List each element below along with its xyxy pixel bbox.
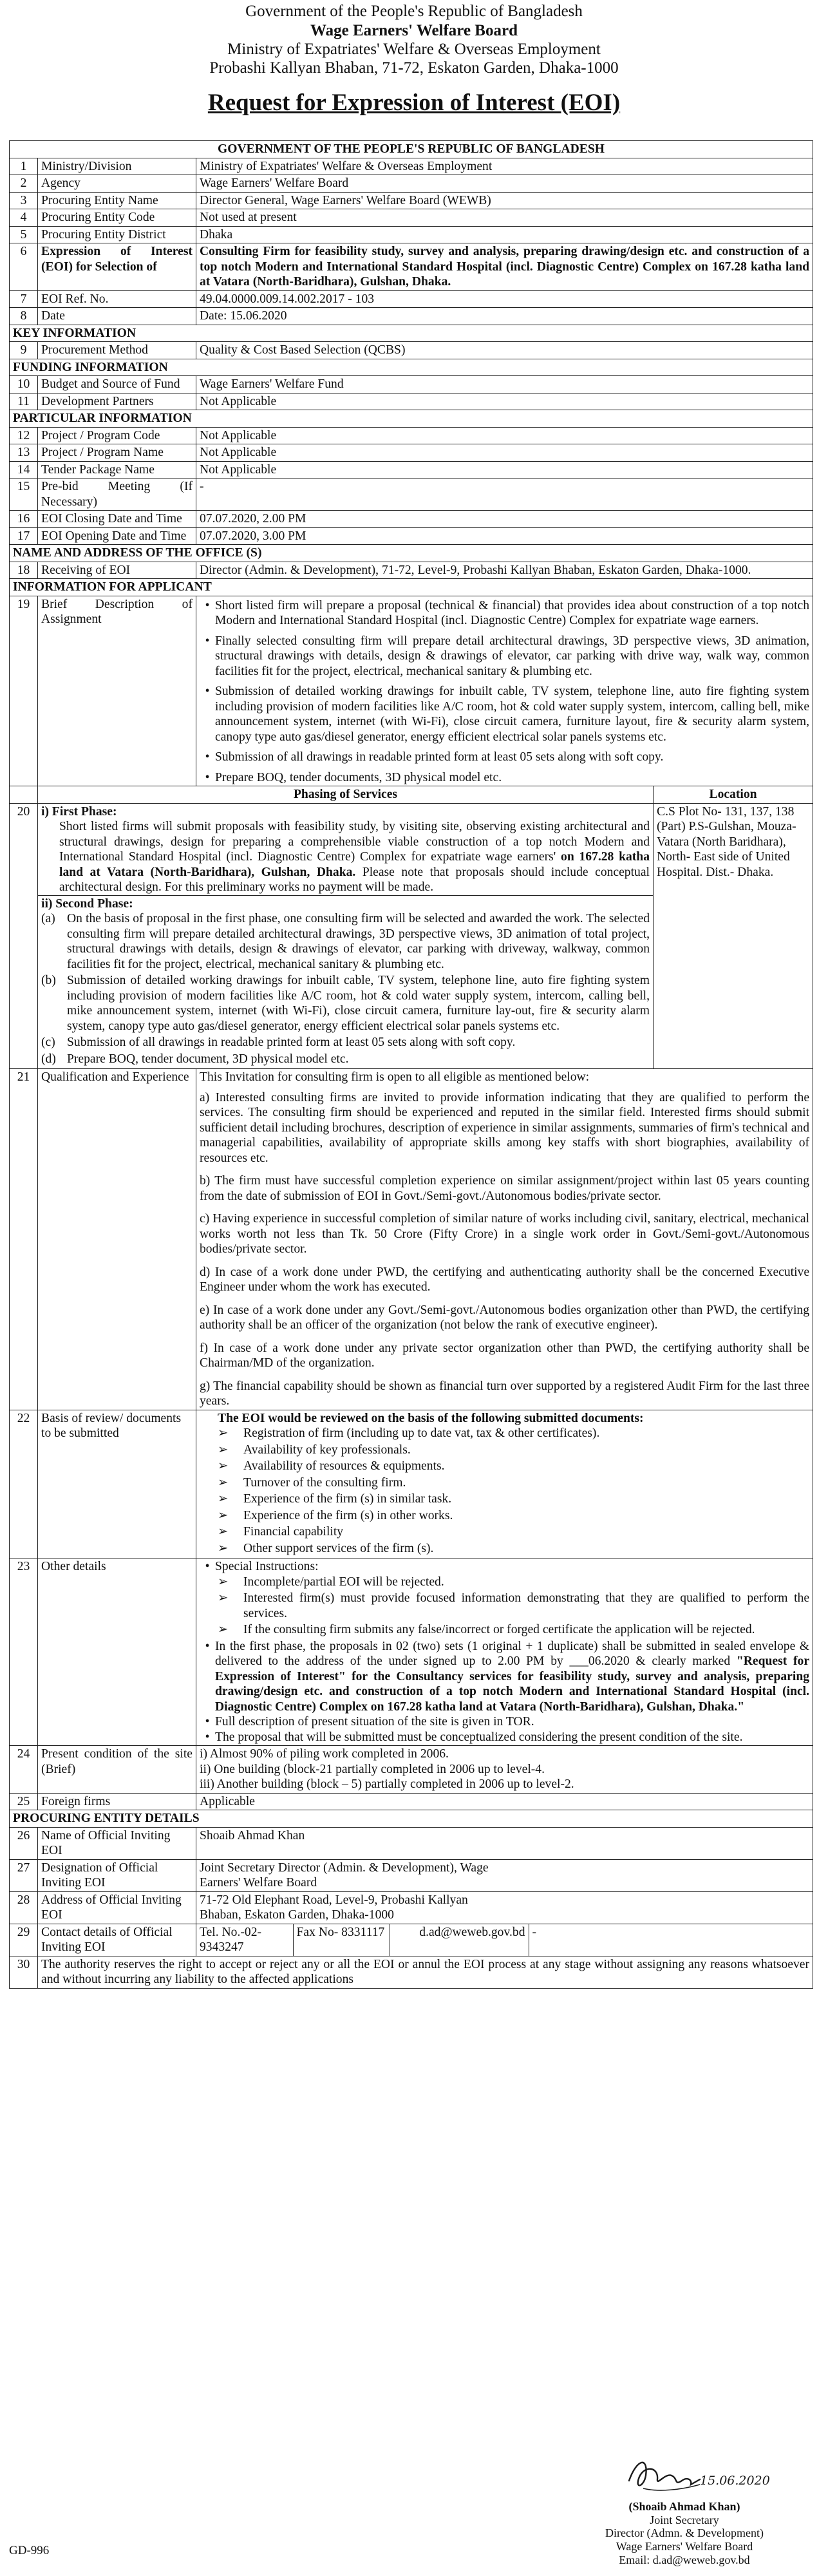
list-item: • In the first phase, the proposals in 02 (two) sets (1 original + 1 duplicate) shall be submitted in sealed envelope & delivered to the address of the under signed up to 2.00 PM by ___06.2020 & clearly marked "Request for Expression of Interest" for the Consultancy services for feasibility study, survey and analysis, preparing drawing/design etc. and construction of a top notch Modern and International Standard Hospital (incl. Diagnostic Centre) Complex on 167.28 katha land at Vatara (North-Baridhara), Gulshan, Dhaka." <box>200 1639 809 1715</box>
row-value: Director General, Wage Earners' Welfare Board (WEWB) <box>196 192 813 209</box>
qualification-item: c) Having experience in successful completion of similar nature of works including civil, sanitary, electrical, mechanical works worth not less than Tk. 50 Crore (Fifty Crore) in a single work order in Govt./Semi-govt./Autonomous bodies/private sector. <box>200 1212 810 1256</box>
signatory-email: Email: d.ad@weweb.gov.bd <box>619 2553 750 2566</box>
section-row <box>10 1810 813 1828</box>
site-condition <box>196 1746 813 1794</box>
table-row <box>10 158 813 175</box>
phasing-content <box>38 803 654 1069</box>
row-number: 4 <box>10 209 38 227</box>
row-label: Expression of Interest (EOI) for Selection of <box>38 243 196 291</box>
table-row <box>10 1891 813 1924</box>
table-row <box>10 308 813 325</box>
section-row <box>10 410 813 428</box>
list-item: ➢ Registration of firm (including up to date vat, tax & other certificates). <box>218 1426 600 1440</box>
list-item: ➢ Turnover of the consulting firm. <box>218 1475 406 1490</box>
table-row <box>10 461 813 478</box>
row-number: 2 <box>10 175 38 193</box>
arrow-icon: ➢ <box>218 1541 229 1555</box>
eoi-subject: Consulting Firm for feasibility study, survey and analysis, preparing drawing/design etc. and construction of a top notch Modern and International Standard Hospital (incl. Diagnostic Centre) Complex on 167.28 katha land at Vatara (North-Baridhara), Gulshan, Dhaka. <box>196 243 813 291</box>
section-row <box>10 325 813 342</box>
row-label: Tender Package Name <box>38 461 196 478</box>
office-address: Probashi Kallyan Bhaban, 71-72, Eskaton Garden, Dhaka-1000 <box>209 59 619 77</box>
row-number: 23 <box>10 1558 38 1746</box>
row-label: Pre-bid Meeting (If Necessary) <box>38 478 196 511</box>
row-label: Agency <box>38 175 196 193</box>
row-label: Project / Program Name <box>38 444 196 462</box>
eoi-closing-date: 07.07.2020, 2.00 PM <box>196 511 813 528</box>
arrow-icon: ➢ <box>218 1459 229 1473</box>
row-number: 24 <box>10 1746 38 1794</box>
arrow-icon: ➢ <box>218 1623 229 1636</box>
table-row <box>10 1793 813 1810</box>
list-item: • Full description of present situation of the site is given in TOR. <box>200 1714 809 1730</box>
row-number: 5 <box>10 226 38 243</box>
row-label: Basis of review/ documents to be submitted <box>38 1410 196 1558</box>
row-number: 25 <box>10 1793 38 1810</box>
section-information-for-applicant: INFORMATION FOR APPLICANT <box>10 579 813 596</box>
bullet-icon: • <box>205 750 210 764</box>
row-label: Foreign firms <box>38 1793 196 1810</box>
row-label: Contact details of Official Inviting EOI <box>38 1924 196 1956</box>
table-heading-row <box>10 141 813 158</box>
row-number: 21 <box>10 1069 38 1410</box>
row-label: Brief Description of Assignment <box>38 596 196 786</box>
row-number: 7 <box>10 290 38 308</box>
row-label: Receiving of EOI <box>38 562 196 579</box>
bullet-icon: • <box>205 685 210 698</box>
qualification-item: f) In case of a work done under any private sector organization other than PWD, the certifying authority shall be Chairman/MD of the organization. <box>200 1341 810 1370</box>
contact-extra: - <box>532 1925 537 1939</box>
authority-disclaimer: The authority reserves the right to accept or reject any or all the EOI or annul the EOI process at any stage without assigning any reasons whatsoever and without incurring any liability to the affected applications <box>38 1956 813 1988</box>
assignment-description <box>196 596 813 786</box>
bullet-icon: • <box>205 770 210 784</box>
list-item: ➢ Incomplete/partial EOI will be rejected. <box>218 1575 444 1589</box>
bullet-icon: • <box>205 1715 210 1728</box>
list-item: • Submission of detailed working drawings for inbuilt cable, TV system, telephone line, auto fire fighting system including provision of modern facilities like A/C room, hot & cold water supply system, intercom, calling bell, mike announcement system, internet (with Wi-Fi), close circuit camera, furniture layout, fire & security alarm system, canopy type auto gas/diesel generator, energy efficient electrical solar panels systems etc. <box>200 684 809 744</box>
signature-icon <box>620 2447 770 2500</box>
board-name: Wage Earners' Welfare Board <box>310 22 518 39</box>
list-item: ➢ Other support services of the firm (s). <box>218 1541 434 1555</box>
contact-fax: Fax No- 8331117 <box>293 1924 390 1956</box>
table-row <box>10 290 813 308</box>
phasing-header: Phasing of Services <box>38 786 654 804</box>
row-label: Qualification and Experience <box>38 1069 196 1410</box>
table-row <box>10 527 813 545</box>
row-value: Applicable <box>196 1793 813 1810</box>
signatory-name: (Shoaib Ahmad Khan) <box>628 2500 740 2513</box>
official-designation: Joint Secretary Director (Admin. & Development), Wage Earners' Welfare Board <box>196 1859 813 1891</box>
table-row <box>10 376 813 393</box>
row-value: Dhaka <box>196 226 813 243</box>
row-label: Budget and Source of Fund <box>38 376 196 393</box>
arrow-icon: ➢ <box>218 1475 229 1490</box>
bullet-icon: • <box>205 1730 210 1744</box>
row-value: Not Applicable <box>196 461 813 478</box>
first-phase-text: Short listed firms will submit proposals with feasibility study, by visiting site, observing existing architectural and structural drawings, design for preparing a comprehensible viable construction of a top notch Modern and International Standard Hospital (incl. Diagnostic Centre) Complex for expatriate wage earners' on 167.28 katha land at Vatara (North-Baridhara), Gulshan, Dhaka. Please note that proposals should include conceptual architectural design. For this preliminary works no payment will be made. <box>59 820 650 894</box>
row-label: Procuring Entity Code <box>38 209 196 227</box>
list-item: i) Almost 90% of piling work completed in 2006. <box>200 1747 449 1761</box>
row-label: EOI Ref. No. <box>38 290 196 308</box>
ministry-name: Ministry of Expatriates' Welfare & Overseas Employment <box>227 41 601 58</box>
official-contact <box>196 1924 813 1956</box>
table-row <box>10 511 813 528</box>
table-row <box>10 478 813 511</box>
row-value: Ministry of Expatriates' Welfare & Overseas Employment <box>196 158 813 175</box>
row-number: 27 <box>10 1859 38 1891</box>
table-row <box>10 1827 813 1859</box>
list-item: • Special Instructions: <box>200 1559 809 1575</box>
table-row <box>10 243 813 291</box>
row-number: 17 <box>10 527 38 545</box>
table-row <box>10 175 813 193</box>
qualification-item: a) Interested consulting firms are invited to provide information indicating that they are qualified to perform the services. The consulting firm should be experienced and reputed in the similar field. Interested firms should submit sufficient detail including brochures, description of experience in similar assignments, summaries of firm's technical and managerial capabilities, availability of appropriate skills among key staffs with short biographies, availability of resources etc. <box>200 1090 810 1165</box>
table-row <box>10 226 813 243</box>
arrow-icon: ➢ <box>218 1591 229 1605</box>
row-label: Address of Official Inviting EOI <box>38 1891 196 1924</box>
table-row <box>10 444 813 462</box>
row-number: 28 <box>10 1891 38 1924</box>
signature-block <box>559 2447 810 2566</box>
table-row <box>10 1859 813 1891</box>
row-number: 1 <box>10 158 38 175</box>
row-value: Wage Earners' Welfare Fund <box>196 376 813 393</box>
arrow-icon: ➢ <box>218 1492 229 1506</box>
row-number: 6 <box>10 243 38 291</box>
eoi-opening-date: 07.07.2020, 3.00 PM <box>196 527 813 545</box>
row-number: 14 <box>10 461 38 478</box>
list-item: (b) Submission of detailed working drawings for inbuilt cable, TV system, telephone line, auto fire fighting system including provision of modern facilities like A/C room, hot & cold water supply system, intercom, calling bell, mike announcement system, internet (with Wi-Fi), close circuit camera, furniture lay-out, fire & security alarm system, canopy type auto gas/diesel generator, energy efficient electrical solar panels systems etc. <box>41 974 650 1033</box>
document-title: Request for Expression of Interest (EOI) <box>207 90 621 116</box>
contact-email: d.ad@weweb.gov.bd <box>390 1924 529 1956</box>
row-label: Project / Program Code <box>38 427 196 444</box>
official-name: Shoaib Ahmad Khan <box>196 1827 813 1859</box>
list-item: ii) One building (block-21 partially completed in 2006 up to level-4. <box>200 1762 545 1776</box>
table-row <box>10 562 813 579</box>
row-number: 12 <box>10 427 38 444</box>
list-item: • Finally selected consulting firm will prepare detail architectural drawings, 3D perspective views, 3D animation, structural drawings with details, design & drawings of elevator, car parking with drive way, walk way, common facilities fit for the project, electrical, mechanical sanitary & plumbing etc. <box>200 634 809 679</box>
second-phase-title: ii) Second Phase: <box>41 896 133 911</box>
row-label: Designation of Official Inviting EOI <box>38 1859 196 1891</box>
location-header: Location <box>654 786 813 804</box>
row-number: 16 <box>10 511 38 528</box>
table-row <box>10 209 813 227</box>
first-phase-title: i) First Phase: <box>41 804 117 819</box>
bullet-icon: • <box>205 1560 210 1573</box>
receiving-office: Director (Admin. & Development), 71-72, Level-9, Probashi Kallyan Bhaban, Eskaton Garden, Dhaka-1000. <box>196 562 813 579</box>
section-row <box>10 545 813 562</box>
arrow-icon: ➢ <box>218 1443 229 1457</box>
table-row <box>10 1069 813 1410</box>
row-value: Not Applicable <box>196 444 813 462</box>
list-item: ➢ Experience of the firm (s) in similar task. <box>218 1492 452 1506</box>
row-number: 8 <box>10 308 38 325</box>
bullet-icon: • <box>205 598 210 612</box>
table-row <box>10 1558 813 1746</box>
row-label: EOI Opening Date and Time <box>38 527 196 545</box>
list-item: (c) Submission of all drawings in readable printed form at least 05 sets along with soft copy. <box>41 1036 516 1049</box>
section-procuring-entity: PROCURING ENTITY DETAILS <box>10 1810 813 1828</box>
section-name-address: NAME AND ADDRESS OF THE OFFICE (S) <box>10 545 813 562</box>
review-lead: The EOI would be reviewed on the basis of the following submitted documents: <box>218 1411 644 1425</box>
qualification-content <box>196 1069 813 1410</box>
row-number: 30 <box>10 1956 38 1988</box>
table-row <box>10 1410 813 1558</box>
qualification-item: g) The financial capability should be shown as financial turn over supported by a registered Audit Firm for the last three years. <box>200 1379 810 1408</box>
footer-code: GD-996 <box>9 2544 50 2557</box>
list-item: ➢ Availability of resources & equipments. <box>218 1459 445 1473</box>
table-row <box>10 393 813 410</box>
row-label: Procuring Entity Name <box>38 192 196 209</box>
qualification-lead: This Invitation for consulting firm is open to all eligible as mentioned below: <box>200 1070 590 1084</box>
list-item: (a) On the basis of proposal in the first phase, one consulting firm will be selected and awarded the work. The selected consulting firm will prepare detailed architectural drawings, 3D perspective views, 3D animation of total project, structural drawings with details, design & drawings of elevator, car parking with driveway, walkway, common facilities fit for the project, electrical, mechanical sanitary & plumbing etc. <box>41 912 650 971</box>
row-label: Other details <box>38 1558 196 1746</box>
signatory-role: Director (Admn. & Development) <box>605 2526 764 2540</box>
row-number: 26 <box>10 1827 38 1859</box>
signatory-designation: Joint Secretary <box>650 2513 719 2526</box>
section-row <box>10 579 813 596</box>
section-key-information: KEY INFORMATION <box>10 325 813 342</box>
table-row <box>10 1956 813 1988</box>
section-particular-information: PARTICULAR INFORMATION <box>10 410 813 428</box>
table-row <box>10 1924 813 1956</box>
row-number: 9 <box>10 342 38 359</box>
table-row <box>10 342 813 359</box>
official-address: 71-72 Old Elephant Road, Level-9, Probashi Kallyan Bhaban, Eskaton Garden, Dhaka-1000 <box>196 1891 813 1924</box>
phasing-header-row <box>10 786 813 804</box>
contact-tel: Tel. No.-02-9343247 <box>196 1924 293 1956</box>
section-funding-information: FUNDING INFORMATION <box>10 359 813 376</box>
list-item: (d) Prepare BOQ, tender document, 3D physical model etc. <box>41 1052 349 1066</box>
row-label: Development Partners <box>38 393 196 410</box>
phasing-row <box>10 803 813 1069</box>
eoi-table <box>9 140 813 1989</box>
list-item: ➢ Financial capability <box>218 1525 344 1539</box>
list-item: • Short listed firm will prepare a proposal (technical & financial) that provides idea about construction of a top notch Modern and International Standard Hospital (incl. Diagnostic Centre) Complex for expatriate wage earners. <box>200 598 809 629</box>
row-label: Procuring Entity District <box>38 226 196 243</box>
arrow-icon: ➢ <box>218 1575 229 1589</box>
arrow-icon: ➢ <box>218 1508 229 1522</box>
second-phase <box>38 895 653 1067</box>
list-item: iii) Another building (block – 5) partially completed in 2006 up to level-2. <box>200 1777 574 1791</box>
gov-line: Government of the People's Republic of Bangladesh <box>245 3 583 20</box>
row-label: Ministry/Division <box>38 158 196 175</box>
row-label: Name of Official Inviting EOI <box>38 1827 196 1859</box>
bullet-icon: • <box>205 1639 210 1653</box>
list-item: ➢ Interested firm(s) must provide focused information demonstrating that they are qualified to perform the services. <box>218 1591 810 1620</box>
list-item: ➢ Experience of the firm (s) in other works. <box>218 1508 453 1522</box>
row-number: 22 <box>10 1410 38 1558</box>
signatory-org: Wage Earners' Welfare Board <box>616 2540 753 2553</box>
other-details <box>196 1558 813 1746</box>
eoi-date: Date: 15.06.2020 <box>196 308 813 325</box>
row-value: Quality & Cost Based Selection (QCBS) <box>196 342 813 359</box>
table-row <box>10 192 813 209</box>
table-row <box>10 596 813 786</box>
signature-date: 15.06.2020 <box>700 2474 770 2488</box>
bullet-icon: • <box>205 634 210 648</box>
row-number: 3 <box>10 192 38 209</box>
row-value: Not Applicable <box>196 427 813 444</box>
list-item: • Submission of all drawings in readable printed form at least 05 sets along with soft copy. <box>200 750 809 765</box>
row-number: 20 <box>10 803 38 1069</box>
list-item: ➢ Availability of key professionals. <box>218 1443 411 1457</box>
list-item: • Prepare BOQ, tender documents, 3D physical model etc. <box>200 770 809 786</box>
row-number: 29 <box>10 1924 38 1956</box>
arrow-icon: ➢ <box>218 1525 229 1539</box>
table-heading: GOVERNMENT OF THE PEOPLE'S REPUBLIC OF BANGLADESH <box>10 141 813 158</box>
row-label: EOI Closing Date and Time <box>38 511 196 528</box>
row-number: 13 <box>10 444 38 462</box>
qualification-item: b) The firm must have successful completion experience on similar assignment/project within last 05 years counting from the date of submission of EOI in Govt./Semi-govt./Autonomous bodies/private sector. <box>200 1174 810 1203</box>
arrow-icon: ➢ <box>218 1426 229 1440</box>
row-value: Not Applicable <box>196 393 813 410</box>
list-item: • The proposal that will be submitted must be conceptualized considering the present condition of the site. <box>200 1730 809 1745</box>
review-basis <box>196 1410 813 1558</box>
row-label: Date <box>38 308 196 325</box>
list-item: ➢ If the consulting firm submits any false/incorrect or forged certificate the application will be rejected. <box>218 1623 755 1636</box>
row-value: Not used at present <box>196 209 813 227</box>
qualification-item: d) In case of a work done under PWD, the certifying and authenticating authority shall be the concerned Executive Engineer under whom the work has executed. <box>200 1265 810 1294</box>
section-row <box>10 359 813 376</box>
row-value: - <box>196 478 813 511</box>
eoi-ref-no: 49.04.0000.009.14.002.2017 - 103 <box>196 290 813 308</box>
row-value: Wage Earners' Welfare Board <box>196 175 813 193</box>
row-number: 15 <box>10 478 38 511</box>
table-row <box>10 427 813 444</box>
row-number: 18 <box>10 562 38 579</box>
row-number: 11 <box>10 393 38 410</box>
row-label: Procurement Method <box>38 342 196 359</box>
row-number: 10 <box>10 376 38 393</box>
row-label: Present condition of the site (Brief) <box>38 1746 196 1794</box>
qualification-item: e) In case of a work done under any Govt./Semi-govt./Autonomous bodies organization other than PWD, the certifying authority shall be an officer of the organization (not below the rank of executive engineer). <box>200 1303 810 1332</box>
row-number: 19 <box>10 596 38 786</box>
site-location: C.S Plot No- 131, 137, 138 (Part) P.S-Gulshan, Mouza- Vatara (North Baridhara), North- East side of United Hospital. Dist.- Dhaka. <box>654 803 813 1069</box>
table-row <box>10 1746 813 1794</box>
